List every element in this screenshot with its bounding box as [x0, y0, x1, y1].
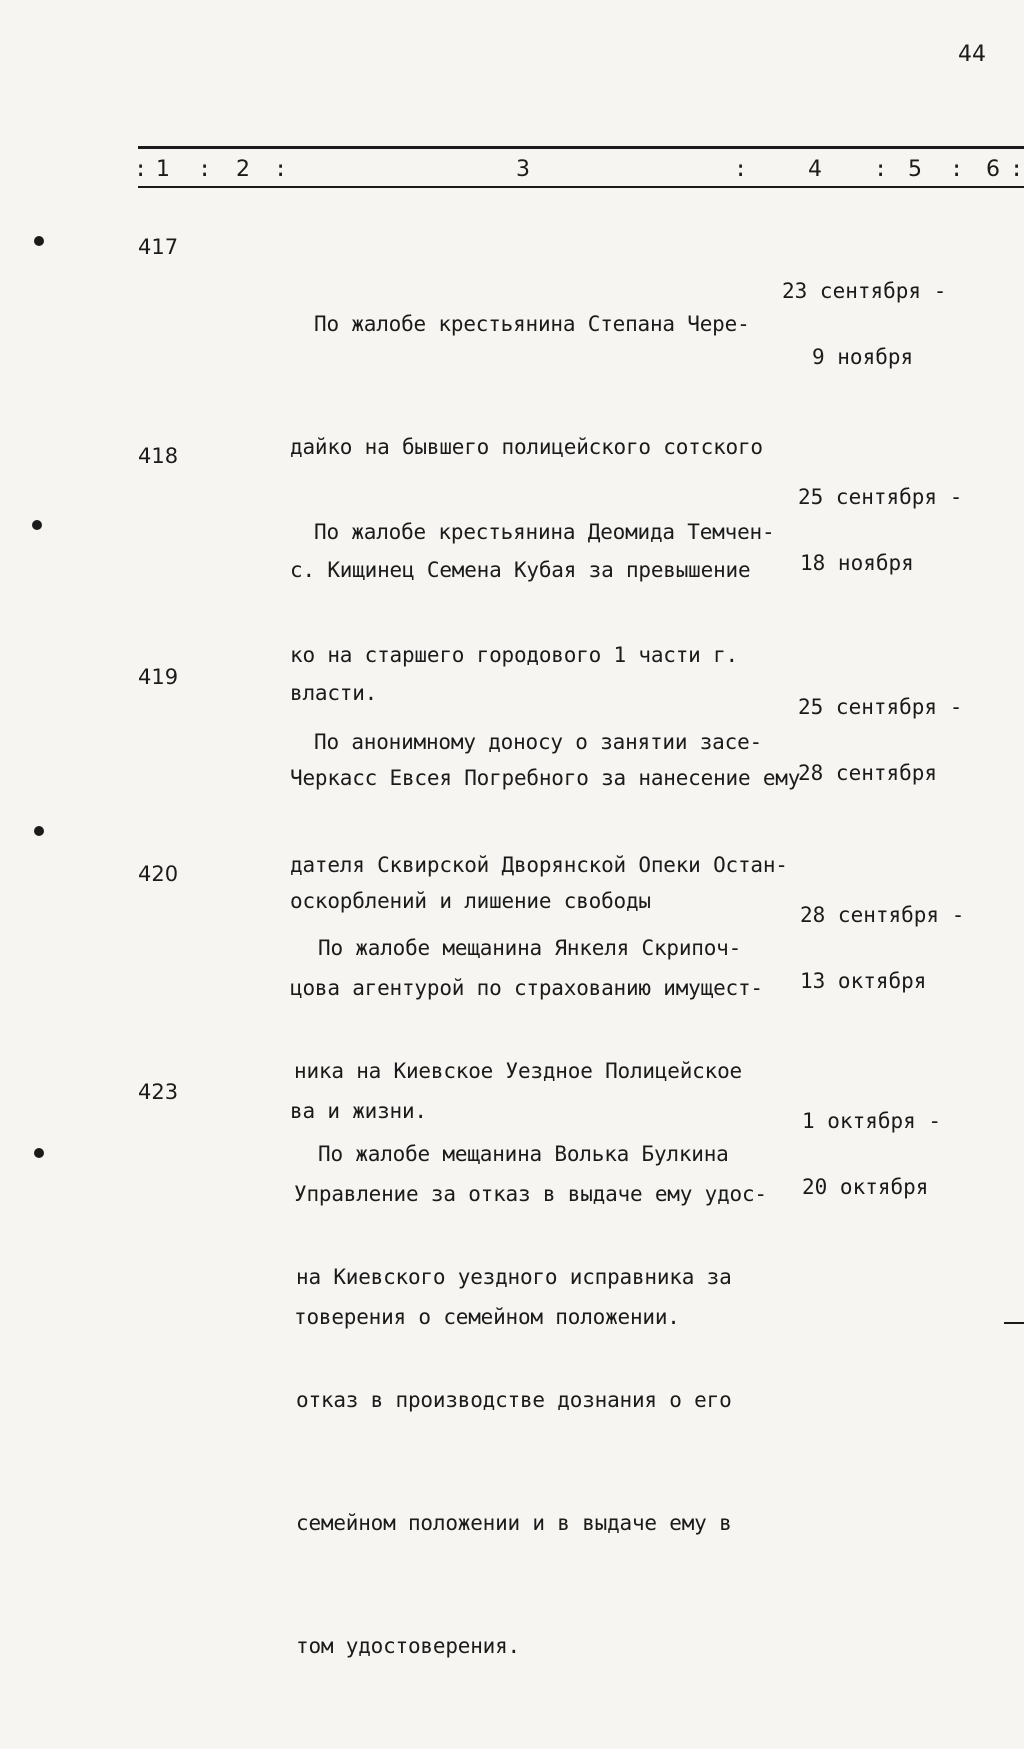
description-line: Черкасс Евсея Погребного за нанесение ему — [290, 766, 801, 790]
header-separator: : — [734, 157, 748, 182]
entry-description — [296, 1052, 732, 1749]
description-line: ника на Киевское Уездное Полицейское — [294, 1059, 742, 1083]
date-to: 18 ноября — [800, 551, 914, 575]
description-line: Управление за отказ в выдаче ему удос- — [294, 1182, 767, 1206]
description-line: семейном положении и в выдаче ему в — [296, 1511, 732, 1535]
date-to: 13 октября — [800, 969, 927, 993]
header-col-4: 4 — [808, 157, 822, 182]
entry-number: 418 — [138, 444, 179, 468]
edge-mark — [1004, 1322, 1024, 1324]
description-line: с. Кищинец Семена Кубая за превышение — [290, 558, 751, 582]
binding-hole-mark — [34, 826, 44, 836]
description-line: отказ в производстве дознания о его — [296, 1388, 732, 1412]
header-separator: : — [274, 157, 288, 182]
description-line: По анонимному доносу о занятии засе- — [314, 730, 762, 754]
header-col-3: 3 — [516, 157, 530, 182]
entry-dates — [802, 1066, 941, 1242]
description-line: дайко на бывшего полицейского сотского — [290, 435, 763, 459]
description-line: цова агентурой по страхованию имущест- — [290, 976, 763, 1000]
description-line: ва и жизни. — [290, 1099, 427, 1123]
entry-number: 420 — [138, 862, 179, 886]
header-col-6: 6 — [986, 157, 1000, 182]
description-line: товерения о семейном положении. — [294, 1305, 680, 1329]
header-separator: : — [198, 157, 212, 182]
header-separator: : — [874, 157, 888, 182]
description-line: власти. — [290, 681, 378, 705]
date-from: 25 сентября - — [798, 485, 963, 509]
binding-hole-mark — [34, 1148, 44, 1158]
header-col-1: 1 — [156, 157, 170, 182]
binding-hole-mark — [34, 236, 44, 246]
description-line: ко на старшего городового 1 части г. — [290, 643, 738, 667]
header-separator: : — [950, 157, 964, 182]
description-line: По жалобе крестьянина Деомида Темчен- — [314, 520, 775, 544]
date-from: 23 сентября - — [782, 279, 947, 303]
header-top-rule — [138, 146, 1024, 149]
header-col-5: 5 — [908, 157, 922, 182]
entry-number: 423 — [138, 1080, 179, 1104]
date-to: 9 ноября — [812, 345, 914, 369]
description-line: оскорблений и лишение свободы — [290, 889, 651, 913]
entry-dates — [800, 860, 964, 1036]
description-line: По жалобе мещанина Янкеля Скрипоч- — [318, 936, 742, 960]
header-bottom-rule — [138, 186, 1024, 188]
date-to: 28 сентября — [798, 761, 938, 785]
header-separator: : — [134, 157, 148, 182]
header-separator: : — [1010, 157, 1024, 182]
date-from: 1 октября - — [802, 1109, 942, 1133]
entry-dates — [782, 236, 946, 412]
description-line: дателя Сквирской Дворянской Опеки Остан- — [290, 853, 788, 877]
description-line: на Киевского уездного исправника за — [296, 1265, 732, 1289]
entry-dates — [798, 652, 962, 828]
description-line: По жалобе крестьянина Степана Чере- — [314, 312, 750, 336]
header-col-2: 2 — [236, 157, 250, 182]
binding-hole-mark — [32, 520, 42, 530]
description-line: По жалобе мещанина Волька Булкина — [318, 1142, 729, 1166]
date-from: 28 сентября - — [800, 903, 965, 927]
date-to: 20 октября — [802, 1175, 929, 1199]
page-number: 44 — [958, 42, 986, 67]
date-from: 25 сентября - — [798, 695, 963, 719]
entry-number: 417 — [138, 235, 179, 259]
description-line: том удостоверения. — [296, 1634, 520, 1658]
entry-number: 419 — [138, 665, 179, 689]
entry-dates — [798, 442, 962, 618]
